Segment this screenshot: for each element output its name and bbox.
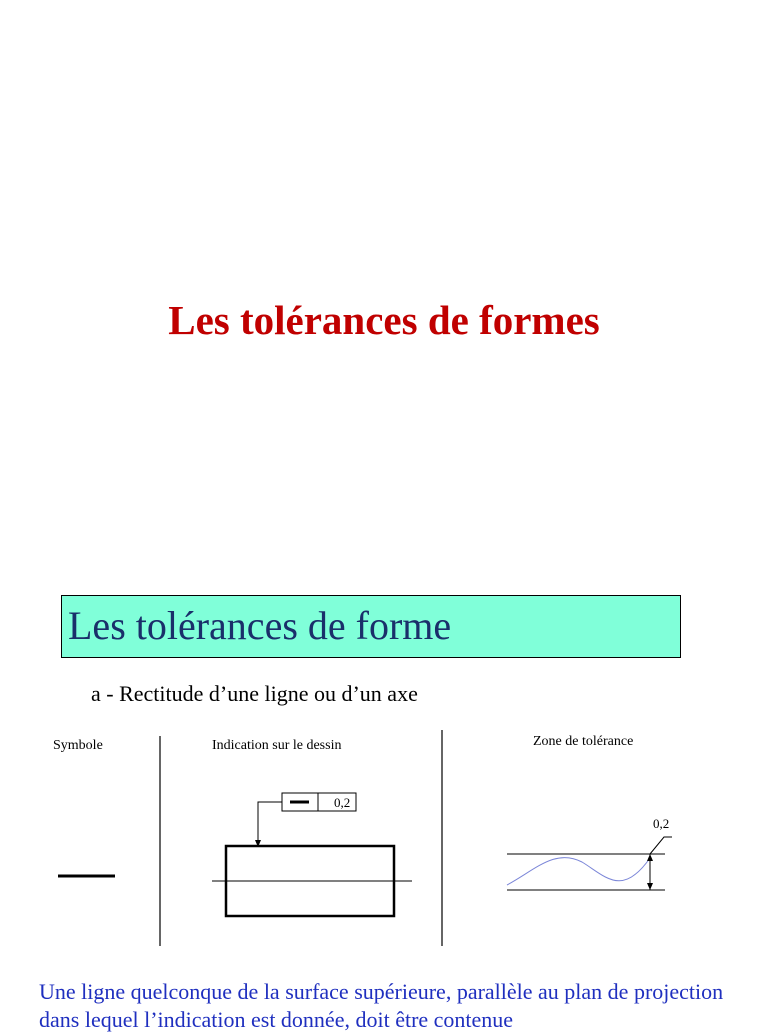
zone-value-leader — [650, 837, 672, 854]
zone-wave-line — [507, 858, 650, 885]
zone-column-label: Zone de tolérance — [533, 734, 634, 749]
symbol-column-label: Symbole — [53, 738, 103, 753]
feature-control-frame — [282, 793, 356, 811]
indication-column-label: Indication sur le dessin — [212, 738, 342, 753]
section-subheading: a - Rectitude d’une ligne ou d’un axe — [91, 681, 418, 706]
frame-tolerance-value: 0,2 — [334, 795, 351, 810]
slide-title: Les tolérances de formes — [168, 297, 600, 343]
dimension-arrow-up-icon — [647, 854, 653, 861]
straightness-diagram — [0, 720, 768, 960]
description-text: Une ligne quelconque de la surface supérieure, parallèle au plan de projection dans lequel l’indication est donnée, doit être contenue — [39, 979, 724, 1032]
zone-tolerance-value: 0,2 — [653, 816, 670, 831]
dimension-arrow-down-icon — [647, 883, 653, 890]
leader-line — [258, 802, 282, 846]
section-heading: Les tolérances de forme — [61, 595, 681, 658]
